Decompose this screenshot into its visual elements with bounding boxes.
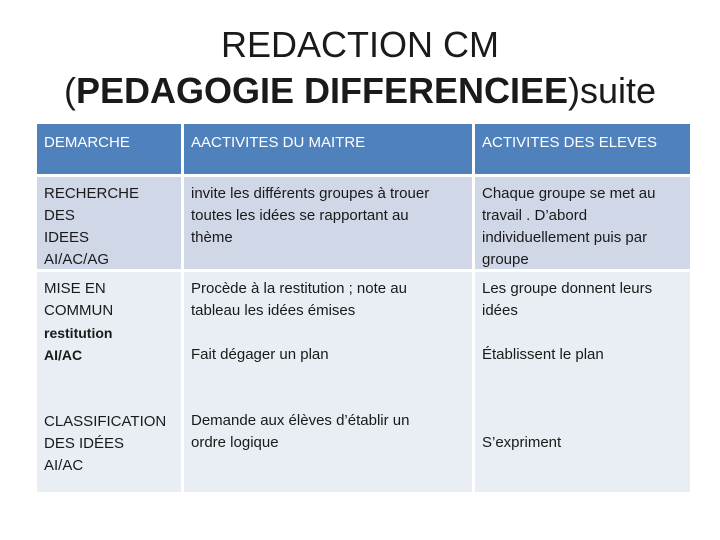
text-line: ordre logique <box>191 434 279 451</box>
text-line: Procède à la restitution ; note au <box>191 280 407 297</box>
text-line: Chaque groupe se met au <box>482 185 656 202</box>
text-line: individuellement puis par <box>482 229 648 246</box>
header-activites-eleves: ACTIVITES DES ELEVES <box>475 124 690 174</box>
text-line: S’expriment <box>482 434 562 451</box>
text-line: Fait dégager un plan <box>191 346 329 363</box>
cell-eleves-recherche <box>475 177 690 269</box>
text-line: travail . D’abord <box>482 207 588 224</box>
text-line: AI/AC <box>44 457 84 474</box>
text-line: Les groupe donnent leurs <box>482 280 653 297</box>
restitution-code: AI/AC <box>44 347 83 363</box>
text-line: idées <box>482 302 518 319</box>
text-line: Établissent le plan <box>482 346 604 363</box>
cell-maitre-recherche <box>184 177 472 269</box>
header-activites-maitre: AACTIVITES DU MAITRE <box>184 124 472 174</box>
text-line: toutes les idées se rapportant au <box>191 207 409 224</box>
text-line: CLASSIFICATION <box>44 413 167 430</box>
text-line: invite les différents groupes à trouer <box>191 185 430 202</box>
title-line-1: REDACTION CM <box>221 24 499 65</box>
header-demarche: DEMARCHE <box>37 124 181 174</box>
title-suffix: )suite <box>568 70 657 111</box>
demarche-table <box>37 124 684 492</box>
slide-title <box>0 22 720 114</box>
text-line: AI/AC/AG <box>44 251 110 268</box>
title-line-2 <box>0 68 720 114</box>
restitution-label: restitution <box>44 325 113 341</box>
title-bold-part: PEDAGOGIE DIFFERENCIEE <box>75 70 569 111</box>
cell-eleves-mise-en-commun <box>475 272 690 492</box>
text-line: RECHERCHE DES <box>44 185 140 224</box>
text-line: groupe <box>482 251 529 268</box>
cell-demarche-recherche <box>37 177 181 269</box>
text-line: DES IDÉES <box>44 435 125 452</box>
text-line: tableau les idées émises <box>191 302 356 319</box>
cell-demarche-mise-en-commun <box>37 272 181 492</box>
cell-maitre-mise-en-commun <box>184 272 472 492</box>
text-line: Demande aux élèves d’établir un <box>191 412 410 429</box>
title-open-paren: ( <box>63 70 76 111</box>
text-line: MISE EN <box>44 280 106 297</box>
text-line: IDEES <box>44 229 90 246</box>
text-line: thème <box>191 229 233 246</box>
text-line: COMMUN <box>44 302 114 319</box>
